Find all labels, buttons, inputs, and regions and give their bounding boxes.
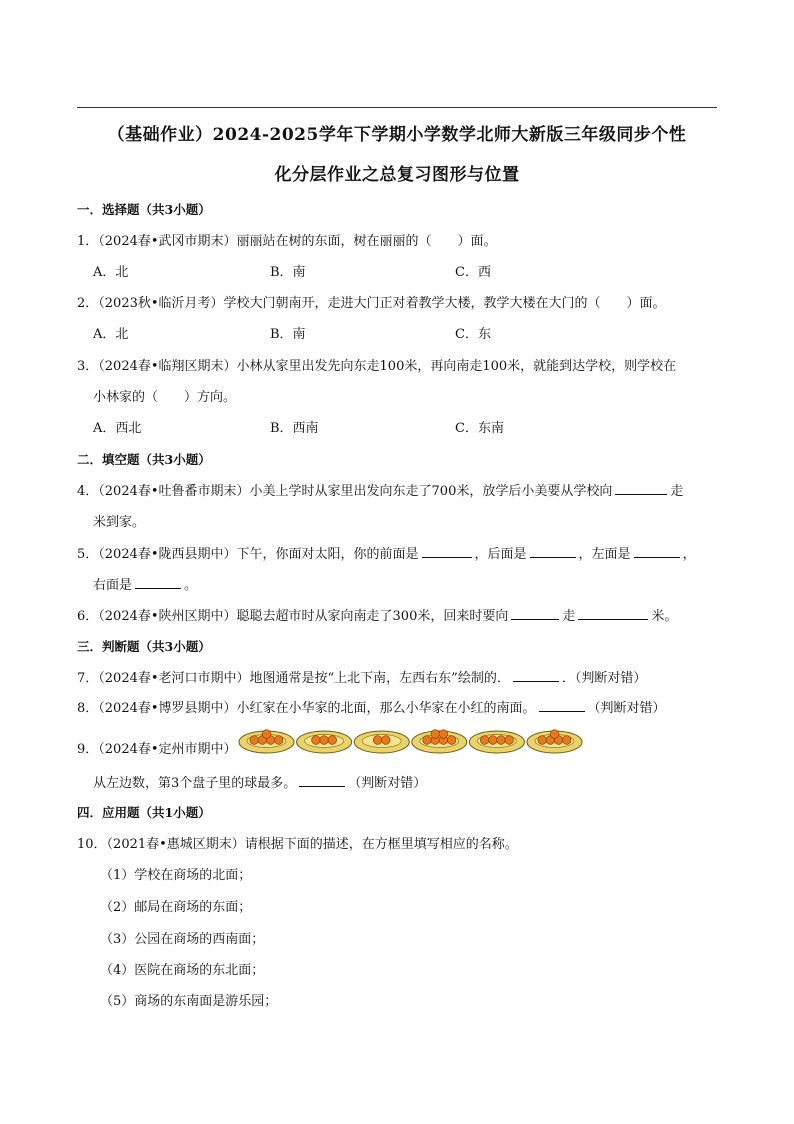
q9-answer-blank[interactable] — [299, 774, 345, 787]
plate-3 — [354, 731, 409, 753]
q3-option-c: C．东南 — [455, 421, 504, 436]
ball — [563, 736, 572, 745]
header-rule — [77, 107, 717, 108]
ball — [382, 736, 391, 745]
plate-2 — [297, 731, 352, 753]
ball — [312, 736, 321, 745]
question-4-line2: 米到家。 — [93, 515, 146, 530]
q8-text-post: （判断对错） — [587, 701, 666, 716]
page-title-line1: （基础作业）2024-2025学年下学期小学数学北师大新版三年级同步个性 — [107, 125, 687, 145]
q8-answer-blank[interactable] — [539, 699, 585, 712]
q5-text: 5．（2024春•陇西县期中）下午，你面对太阳，你的前面是 — [77, 547, 419, 562]
ball — [328, 736, 337, 745]
q4-answer-blank-1[interactable] — [615, 482, 667, 495]
ball — [505, 736, 514, 745]
q6-text-meters: 米。 — [651, 609, 678, 624]
ball — [275, 736, 284, 745]
section-heading-application: 四．应用题（共1小题） — [77, 805, 211, 820]
plates-with-balls-figure — [238, 723, 583, 755]
question-6 — [77, 605, 677, 624]
ball — [447, 736, 456, 745]
q8-text: 8．（2024春•博罗县期中）小红家在小华家的北面，那么小华家在小红的南面。 — [77, 701, 536, 716]
q2-option-c: C．东 — [455, 327, 491, 342]
q5-blank-left[interactable] — [634, 545, 680, 558]
ball — [250, 736, 259, 745]
ball — [538, 736, 547, 745]
q5-blank-right[interactable] — [135, 576, 181, 589]
question-5-line1 — [77, 543, 696, 562]
q7-answer-blank[interactable] — [513, 669, 559, 682]
q4-text-post: 走 — [670, 484, 684, 499]
ball — [423, 736, 432, 745]
question-8 — [77, 697, 666, 716]
ball — [439, 730, 448, 739]
q3-option-b: B．西南 — [270, 421, 319, 436]
q5-text-period: 。 — [184, 578, 198, 593]
question-10: 10．（2021春•惠城区期末）请根据下面的描述，在方框里填写相应的名称。 — [77, 837, 518, 852]
q6-text-walk: 走 — [562, 609, 576, 624]
q1-option-c: C．西 — [455, 265, 491, 280]
ball — [373, 736, 382, 745]
ball — [550, 730, 559, 739]
ball — [431, 730, 440, 739]
q5-blank-back[interactable] — [530, 545, 576, 558]
question-1: 1．（2024春•武冈市期末）丽丽站在树的东面，树在丽丽的（ ）面。 — [77, 234, 497, 249]
question-3-line2: 小林家的（ ）方向。 — [93, 390, 237, 405]
q10-item-1: （1）学校在商场的北面； — [100, 868, 252, 883]
q2-option-a: A．北 — [93, 327, 129, 342]
q5-text-left: ，左面是 — [578, 547, 631, 562]
q6-text: 6．（2024春•陕州区期中）聪聪去超市时从家向南走了300米，回来时要向 — [77, 609, 509, 624]
q5-text-back: ，后面是 — [474, 547, 527, 562]
q1-option-b: B．南 — [270, 265, 306, 280]
ball — [320, 736, 329, 745]
q5-text-end: ， — [682, 547, 696, 562]
q3-option-a: A．西北 — [93, 421, 142, 436]
q5-blank-front[interactable] — [422, 545, 472, 558]
section-heading-judge: 三．判断题（共3小题） — [77, 639, 211, 654]
q6-blank-direction[interactable] — [511, 607, 559, 620]
q1-option-a: A．北 — [93, 265, 129, 280]
q7-text-post: ．（判断对错） — [561, 671, 647, 686]
q2-option-b: B．南 — [270, 327, 306, 342]
question-4-line1 — [77, 480, 683, 499]
q10-item-2: （2）邮局在商场的东面； — [100, 900, 252, 915]
plate-4 — [412, 730, 467, 753]
ball — [480, 736, 489, 745]
q10-item-5: （5）商场的东南面是游乐园； — [100, 994, 278, 1009]
question-9-line1: 9．（2024春•定州市期中） — [77, 742, 237, 757]
q6-blank-distance[interactable] — [578, 607, 648, 620]
plate-1 — [239, 730, 294, 753]
q10-item-4: （4）医院在商场的东北面； — [100, 963, 265, 978]
section-heading-fill: 二．填空题（共3小题） — [77, 452, 211, 467]
q9-text: 从左边数，第3个盘子里的球最多。 — [93, 776, 297, 791]
question-9-line2 — [93, 772, 426, 791]
q7-text: 7．（2024春•老河口市期中）地图通常是按“上北下南，左西右东”绘制的． — [77, 671, 510, 686]
section-heading-choice: 一．选择题（共3小题） — [77, 202, 211, 217]
q4-text: 4．（2024春•吐鲁番市期末）小美上学时从家里出发向东走了700米，放学后小美要从学校向 — [77, 484, 613, 499]
plate-6 — [527, 730, 582, 753]
question-7 — [77, 667, 646, 686]
ball — [497, 736, 506, 745]
q9-text-post: （判断对错） — [348, 776, 427, 791]
q10-item-3: （3）公园在商场的西南面； — [100, 932, 265, 947]
question-3-line1: 3．（2024春•临翔区期末）小林从家里出发先向东走100米，再向南走100米，就能到达学校，则学校在 — [77, 359, 677, 374]
ball — [262, 730, 271, 739]
ball — [489, 736, 498, 745]
question-2: 2．（2023秋•临沂月考）学校大门朝南开，走进大门正对着教学大楼，教学大楼在大门的（ ）面。 — [77, 296, 666, 311]
plate-5 — [469, 731, 524, 753]
question-5-line2 — [93, 574, 197, 593]
q5-text-right: 右面是 — [93, 578, 133, 593]
page-title-line2: 化分层作业之总复习图形与位置 — [274, 165, 520, 185]
